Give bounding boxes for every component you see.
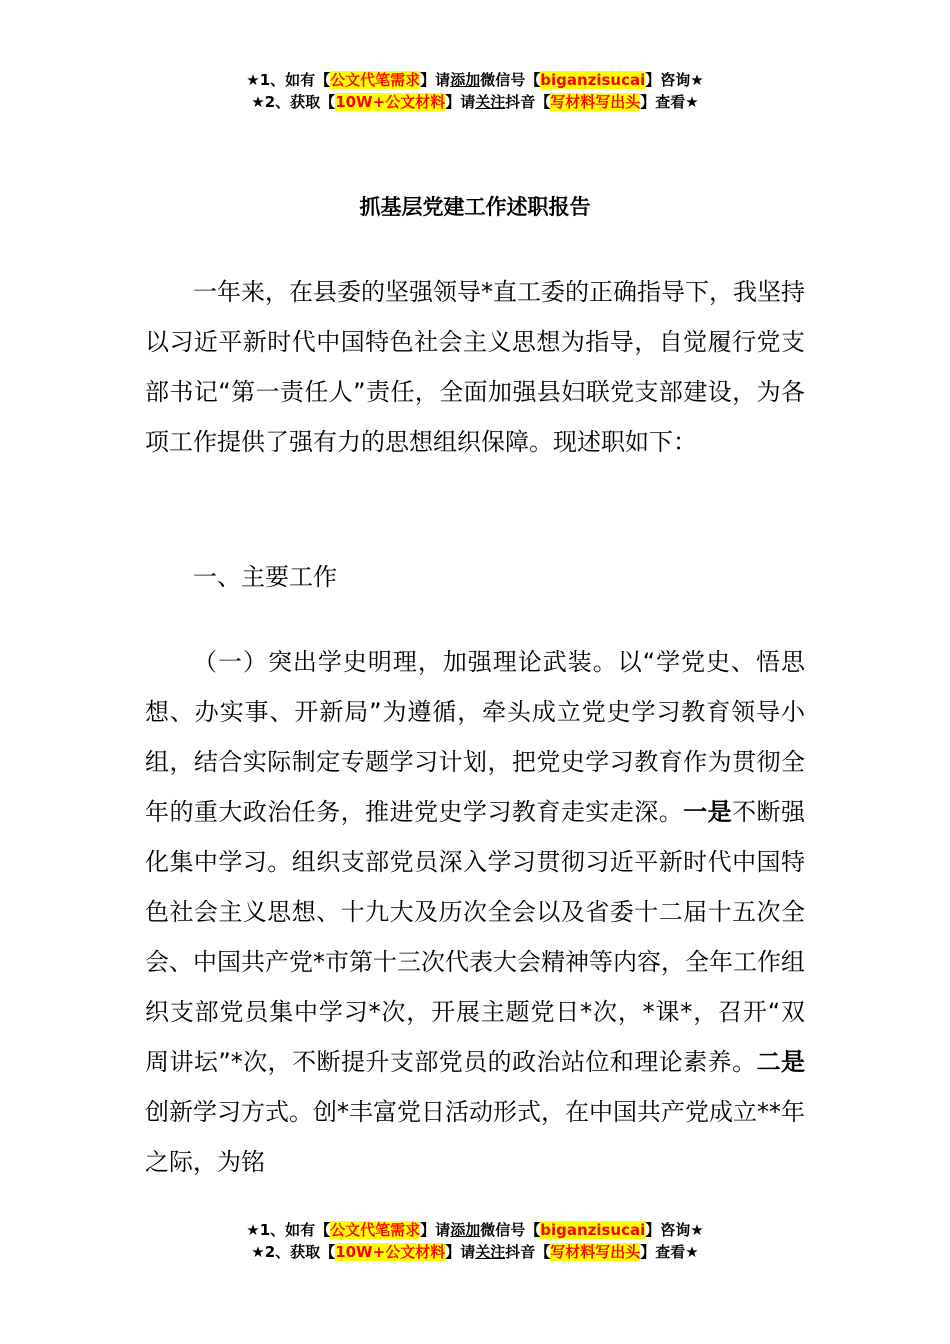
document-title: 抓基层党建工作述职报告 <box>359 195 591 219</box>
paragraph-section-1 <box>145 637 805 1187</box>
banner-text: 微信号【 <box>480 1221 541 1239</box>
banner-text: 抖音【 <box>505 1243 551 1261</box>
banner-highlight: 10W+公文材料 <box>335 93 446 111</box>
header-banner <box>0 69 950 113</box>
section-heading <box>145 552 805 602</box>
banner-text: 】请 <box>420 1221 451 1239</box>
banner-text: 】请 <box>445 93 476 111</box>
banner-text: 】请 <box>420 71 451 89</box>
footer-banner <box>0 1219 950 1263</box>
banner-text: 抖音【 <box>505 93 551 111</box>
heading-text: 一、主要工作 <box>193 563 337 591</box>
banner-text: ★1、如有【 <box>246 1221 331 1239</box>
banner-line-2 <box>0 91 950 113</box>
paragraph-span: （一）突出学史明理，加强理论武装。以“学党史、悟思想、办实事、开新局”为遵循，牵头成立党史学习教育领导小组，结合实际制定专题学习计划，把党史学习教育作为贯彻全年的重大政治任务，推进党史学习教育走实走深。 <box>145 648 805 826</box>
banner-line-1 <box>0 1219 950 1241</box>
bold-marker: 二是 <box>756 1048 806 1076</box>
banner-text: ★1、如有【 <box>246 71 331 89</box>
banner-underline: 关注 <box>475 93 506 111</box>
banner-highlight: biganzisucai <box>540 1221 646 1239</box>
banner-highlight: 10W+公文材料 <box>335 1243 446 1261</box>
bold-marker: 一是 <box>683 798 733 826</box>
paragraph-span: 创新学习方式。创*丰富党日活动形式，在中国共产党成立**年之际，为铭 <box>145 1098 805 1176</box>
banner-line-2 <box>0 1241 950 1263</box>
banner-underline: 关注 <box>475 1243 506 1261</box>
banner-highlight: 写材料写出头 <box>550 93 641 111</box>
banner-text: ★2、获取【 <box>251 1243 336 1261</box>
banner-line-1 <box>0 69 950 91</box>
banner-underline: 添加 <box>450 71 481 89</box>
banner-text: ★2、获取【 <box>251 93 336 111</box>
banner-text: 】咨询★ <box>645 1221 704 1239</box>
paragraph-span: 不断强化集中学习。组织支部党员深入学习贯彻习近平新时代中国特色社会主义思想、十九大及历次全会以及省委十二届十五次全会、中国共产党*市第十三次代表大会精神等内容，全年工作组织支部党员集中学习*次，开展主题党日*次，*课*，召开“双周讲坛”*次，不断提升支部党员的政治站位和理论素养。 <box>145 798 806 1076</box>
paragraph-text: 一年来，在县委的坚强领导*直工委的正确指导下，我坚持以习近平新时代中国特色社会主义思想为指导，自觉履行党支部书记“第一责任人”责任，全面加强县妇联党支部建设，为各项工作提供了强有力的思想组织保障。现述职如下： <box>145 278 805 456</box>
banner-highlight: 公文代笔需求 <box>330 1221 421 1239</box>
banner-highlight: biganzisucai <box>540 71 646 89</box>
banner-text: 】咨询★ <box>645 71 704 89</box>
banner-highlight: 公文代笔需求 <box>330 71 421 89</box>
banner-underline: 添加 <box>450 1221 481 1239</box>
banner-text: 】查看★ <box>640 93 699 111</box>
paragraph-text <box>145 637 805 1187</box>
banner-text: 】查看★ <box>640 1243 699 1261</box>
banner-highlight: 写材料写出头 <box>550 1243 641 1261</box>
paragraph-intro <box>145 267 805 467</box>
banner-text: 】请 <box>445 1243 476 1261</box>
banner-text: 微信号【 <box>480 71 541 89</box>
